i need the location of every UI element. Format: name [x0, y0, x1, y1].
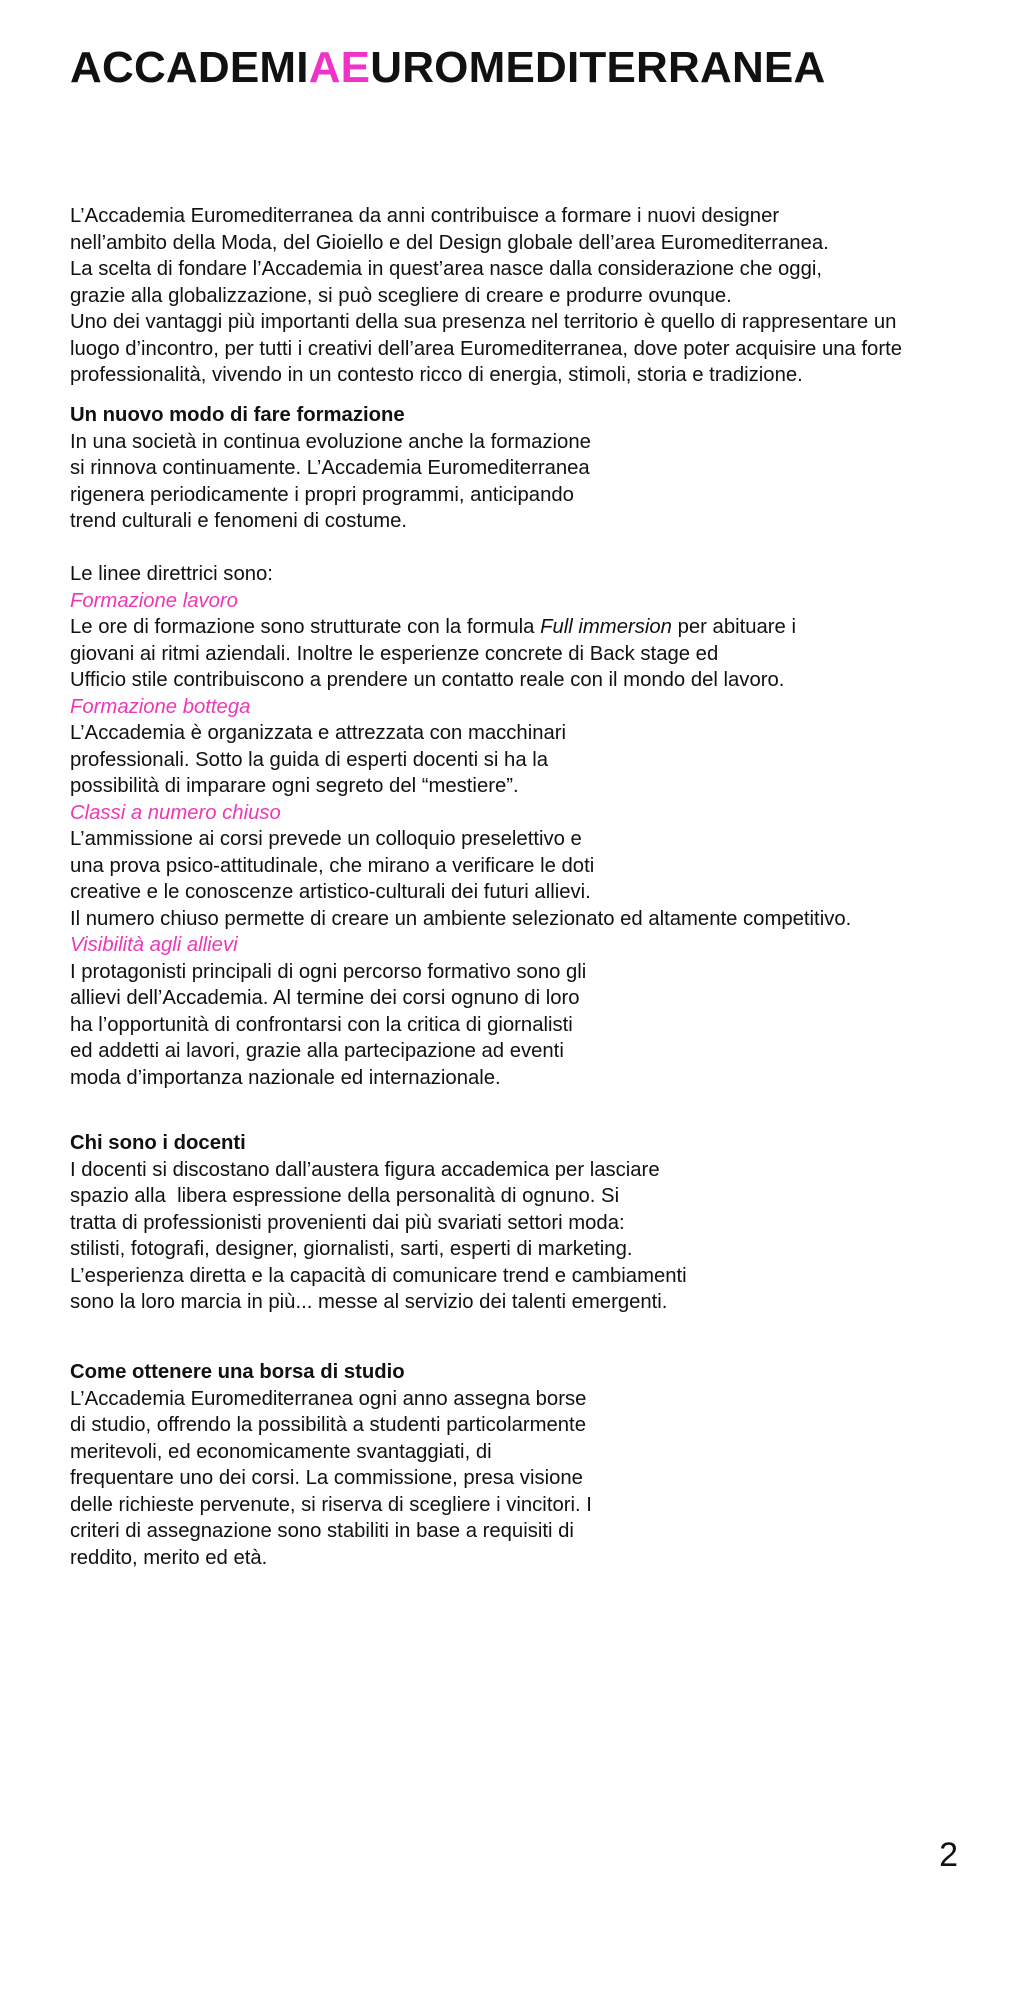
- emphasis-full-immersion: Full immersion: [540, 616, 672, 638]
- guidelines-label: Le linee direttrici sono:: [70, 563, 273, 585]
- section-line: I docenti si discostano dall’austera figura accademica per lasciare: [70, 1158, 660, 1181]
- section-heading: Come ottenere una borsa di studio: [70, 1361, 405, 1383]
- item-title-visibilita-allievi: Visibilità agli allievi: [70, 934, 238, 956]
- section-line: sono la loro marcia in più... messe al servizio dei talenti emergenti.: [70, 1291, 668, 1313]
- item-line: ha l’opportunità di confrontarsi con la critica di giornalisti: [70, 1013, 573, 1036]
- intro-line: professionalità, vivendo in un contesto ricco di energia, stimoli, storia e tradizione.: [70, 364, 803, 386]
- item-line: Le ore di formazione sono strutturate con la formula Full immersion per abituare i: [70, 616, 796, 638]
- section-line: criteri di assegnazione sono stabiliti in base a requisiti di: [70, 1520, 574, 1542]
- item-line: creative e le conoscenze artistico-culturali dei futuri allievi.: [70, 881, 591, 903]
- item-line: moda d’importanza nazionale ed internazionale.: [70, 1066, 501, 1089]
- section-docenti: [70, 1130, 687, 1316]
- intro-line: La scelta di fondare l’Accademia in quest’area nasce dalla considerazione che oggi,: [70, 258, 823, 280]
- section-formazione: [70, 402, 851, 1091]
- brand-title: [70, 43, 826, 92]
- item-line: allievi dell’Accademia. Al termine dei corsi ognuno di loro: [70, 987, 580, 1009]
- section-line: meritevoli, ed economicamente svantaggiati, di: [70, 1440, 492, 1463]
- item-line: Il numero chiuso permette di creare un ambiente selezionato ed altamente competitivo.: [70, 907, 852, 930]
- spacer: [70, 535, 851, 562]
- section-line: reddito, merito ed età.: [70, 1546, 268, 1569]
- section-line: L’esperienza diretta e la capacità di comunicare trend e cambiamenti: [70, 1264, 687, 1287]
- section-line: spazio alla libera espressione della personalità di ognuno. Si: [70, 1185, 620, 1207]
- intro-paragraph: [70, 203, 902, 389]
- intro-line: nell’ambito della Moda, del Gioiello e del Design globale dell’area Euromediterranea.: [70, 231, 829, 254]
- item-line: professionali. Sotto la guida di esperti docenti si ha la: [70, 748, 549, 771]
- brand-accent: AE: [308, 43, 371, 92]
- intro-line: luogo d’incontro, per tutti i creativi dell’area Euromediterranea, dove poter acquisire una forte: [70, 337, 902, 360]
- brand-part-1: ACCADEMI: [70, 43, 309, 92]
- brand-part-2: UROMEDITERRANEA: [370, 43, 826, 92]
- section-line: tratta di professionisti provenienti dai più svariati settori moda:: [70, 1211, 625, 1234]
- section-line: L’Accademia Euromediterranea ogni anno assegna borse: [70, 1387, 587, 1410]
- section-line: frequentare uno dei corsi. La commissione, presa visione: [70, 1467, 583, 1489]
- section-line: trend culturali e fenomeni di costume.: [70, 510, 408, 532]
- item-line: ed addetti ai lavori, grazie alla partecipazione ad eventi: [70, 1040, 564, 1062]
- item-line: possibilità di imparare ogni segreto del “mestiere”.: [70, 775, 519, 797]
- section-line: si rinnova continuamente. L’Accademia Euromediterranea: [70, 457, 590, 479]
- item-title-classi-numero-chiuso: Classi a numero chiuso: [70, 801, 281, 824]
- item-line: I protagonisti principali di ogni percorso formativo sono gli: [70, 960, 587, 983]
- page-number: 2: [939, 1836, 958, 1874]
- section-heading: Un nuovo modo di fare formazione: [70, 404, 405, 426]
- section-heading: Chi sono i docenti: [70, 1132, 246, 1154]
- section-line: delle richieste pervenute, si riserva di scegliere i vincitori. I: [70, 1493, 592, 1516]
- item-line: giovani ai ritmi aziendali. Inoltre le esperienze concrete di Back stage ed: [70, 642, 719, 665]
- section-line: stilisti, fotografi, designer, giornalisti, sarti, esperti di marketing.: [70, 1238, 633, 1260]
- section-borsa-di-studio: [70, 1359, 592, 1571]
- item-line: L’ammissione ai corsi prevede un colloquio preselettivo e: [70, 828, 582, 850]
- item-line: Ufficio stile contribuiscono a prendere un contatto reale con il mondo del lavoro.: [70, 669, 785, 691]
- intro-line: Uno dei vantaggi più importanti della sua presenza nel territorio è quello di rappresentare un: [70, 311, 897, 333]
- section-line: di studio, offrendo la possibilità a studenti particolarmente: [70, 1414, 586, 1436]
- intro-line: grazie alla globalizzazione, si può scegliere di creare e produrre ovunque.: [70, 284, 732, 307]
- item-title-formazione-bottega: Formazione bottega: [70, 695, 251, 718]
- item-line: L’Accademia è organizzata e attrezzata con macchinari: [70, 722, 567, 744]
- item-line: una prova psico-attitudinale, che mirano a verificare le doti: [70, 854, 595, 877]
- section-line: rigenera periodicamente i propri programmi, anticipando: [70, 483, 574, 506]
- intro-line: L’Accademia Euromediterranea da anni contribuisce a formare i nuovi designer: [70, 205, 780, 227]
- item-title-formazione-lavoro: Formazione lavoro: [70, 589, 238, 612]
- section-line: In una società in continua evoluzione anche la formazione: [70, 430, 591, 453]
